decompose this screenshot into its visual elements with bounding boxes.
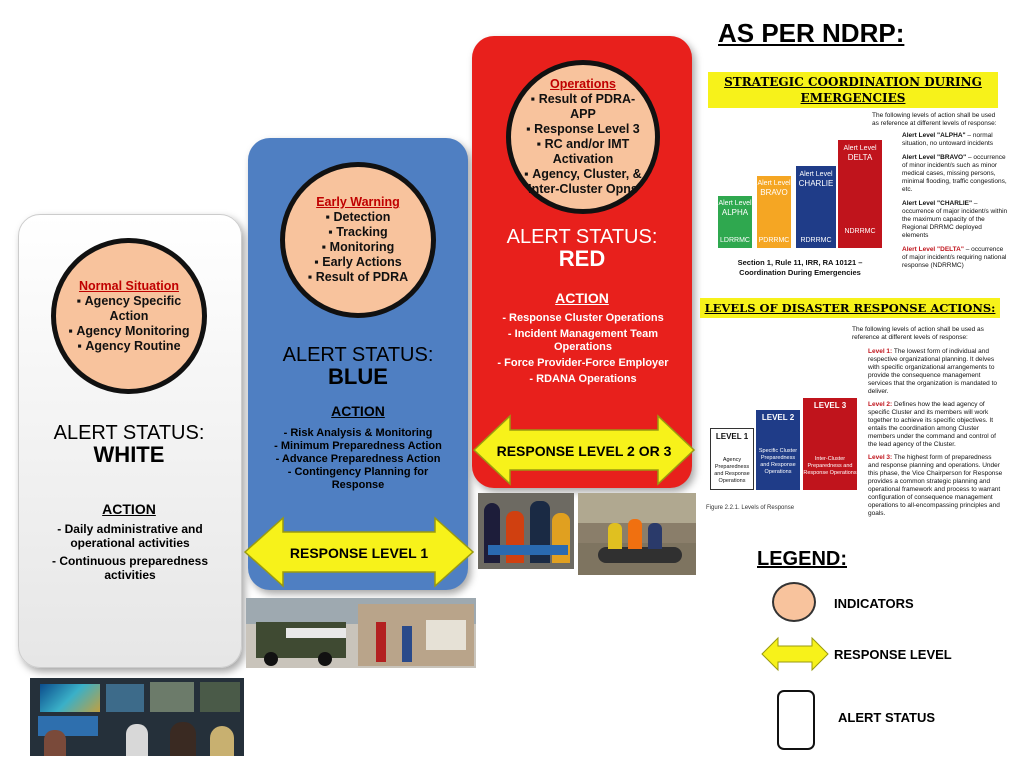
indicator-item: ▪ Monitoring — [308, 240, 408, 255]
alert-status-label — [482, 226, 682, 270]
bar-agency: PDRRMC — [758, 237, 790, 244]
bar-agency: NDRRMC — [844, 228, 876, 235]
alert-desc-alpha — [902, 132, 1008, 148]
desc-text: – occurrence of major incident/s within the maximum capacity of the Regional DRRMC deployed elements — [902, 200, 1008, 239]
legend-response-level-swatch — [760, 636, 830, 672]
bar-name: CHARLIE — [798, 179, 834, 188]
alert-desc-delta — [902, 246, 1008, 270]
status-line2: BLUE — [328, 364, 388, 389]
indicator-item: ▪ Agency, Cluster, & Inter-Cluster Opns — [519, 167, 647, 197]
desc-text: – occurrence of minor incident/s such as minor medical cases, missing persons, minimal flooding, traffic congestions, etc. — [902, 154, 1007, 193]
rescue-team-photo — [478, 493, 574, 569]
desc-key: Level 1: — [868, 348, 893, 355]
desc-text: The highest form of preparedness and response planning and operations. Under this phase, the Vice Chairperson for Response provides a common strategic planning and operational framework and process to warrant configuration of consequence management operations to all-encompassing principles and goals. — [868, 454, 1003, 517]
flood-rescue-boat-photo — [578, 493, 696, 575]
bar-label: Alert Level — [757, 180, 791, 187]
bar-agency: RDRRMC — [800, 237, 832, 244]
strategic-coordination-title: STRATEGIC COORDINATION DURING EMERGENCIES — [708, 72, 998, 108]
action-item: - RDANA Operations — [529, 373, 637, 385]
desc-key: Alert Level "BRAVO" — [902, 154, 967, 161]
action-item: - Incident Management Team Operations — [507, 328, 659, 353]
desc-key: Alert Level "ALPHA" — [902, 132, 966, 139]
bar-name: LEVEL 2 — [761, 413, 795, 422]
bar-label: Alert Level — [799, 171, 833, 178]
alert-bar-charlie — [796, 166, 836, 248]
indicators-circle-blue — [280, 162, 436, 318]
alert-bar-delta — [838, 140, 882, 248]
level-descriptions — [868, 348, 1004, 518]
bar-label: Alert Level — [718, 200, 752, 207]
indicators-circle-white — [51, 238, 207, 394]
legend-alert-status-label: ALERT STATUS — [838, 710, 936, 725]
alert-status-label — [258, 344, 458, 388]
indicator-item: ▪ Tracking — [308, 225, 408, 240]
legend-alert-status-swatch — [777, 690, 815, 750]
bar-desc: Agency Preparedness and Response Operations — [714, 457, 750, 484]
indicator-item: ▪ Response Level 3 — [519, 122, 647, 137]
levels-caption: Figure 2.2.1. Levels of Response — [706, 505, 795, 511]
legend-response-level-label: RESPONSE LEVEL — [834, 647, 952, 662]
bar-name: BRAVO — [760, 188, 788, 197]
status-line2: RED — [558, 246, 606, 271]
indicator-list — [519, 92, 647, 197]
action-item: - Continuous preparedness activities — [51, 554, 209, 582]
action-list — [490, 312, 676, 386]
action-list — [262, 427, 454, 492]
indicator-item: ▪ Early Actions — [308, 255, 408, 270]
desc-text: Defines how the lead agency of specific Cluster and its members will work together to achieve its specific objectives. It entails the coordination among Cluster members under the command and control of the lead agency of the Cluster. — [868, 401, 996, 448]
indicator-item: ▪ Agency Monitoring — [66, 324, 192, 339]
status-line2: WHITE — [93, 442, 165, 467]
desc-text: The lowest form of individual and respective organizational planning. It delves with specific organizational arrangements to provide the consequence management services that the organization is mandated to deliver. — [868, 348, 997, 395]
indicator-item: ▪ Agency Routine — [66, 339, 192, 354]
alert-desc-bravo — [902, 154, 1008, 194]
action-heading: ACTION — [102, 501, 156, 517]
bar-agency: LDRRMC — [720, 237, 750, 244]
indicator-title: Early Warning — [316, 195, 400, 209]
action-item: - Force Provider-Force Employer — [497, 357, 669, 369]
desc-key: Alert Level "CHARLIE" — [902, 200, 973, 207]
response-level-1-label: RESPONSE LEVEL 1 — [289, 545, 429, 561]
alert-status-label — [30, 422, 228, 466]
strategic-intro: The following levels of action shall be used as reference at different levels of response: — [872, 112, 997, 127]
bar-name: LEVEL 1 — [715, 432, 749, 441]
response-level-2-3-label: RESPONSE LEVEL 2 OR 3 — [496, 443, 672, 459]
alert-desc-charlie — [902, 200, 1008, 240]
action-item: - Response Cluster Operations — [502, 312, 664, 324]
bar-desc: Specific Cluster Preparedness and Response Operations — [758, 448, 798, 475]
action-heading: ACTION — [331, 403, 385, 419]
bar-name: DELTA — [847, 153, 873, 162]
relief-truck-photo — [246, 598, 476, 668]
desc-text: – occurrence of major incident/s requiring national response (NDRRMC) — [902, 246, 1007, 269]
indicator-list — [66, 294, 192, 354]
action-heading: ACTION — [555, 290, 609, 306]
bar-name: LEVEL 3 — [813, 401, 847, 410]
action-item: - Contingency Planning for Response — [287, 466, 429, 491]
levels-intro: The following levels of action shall be used as reference at different levels of response: — [852, 326, 984, 341]
level-desc-1 — [868, 348, 1004, 396]
status-line1: ALERT STATUS: — [53, 422, 205, 444]
indicator-title: Operations — [550, 77, 616, 91]
action-item: - Minimum Preparedness Action — [274, 440, 442, 452]
desc-text: – normal situation, no untoward incidents — [902, 132, 994, 147]
alert-bar-alpha — [718, 196, 752, 248]
legend-indicators-label: INDICATORS — [834, 596, 914, 611]
status-line1: ALERT STATUS: — [282, 344, 434, 366]
level-desc-2 — [868, 401, 1004, 449]
level-desc-3 — [868, 454, 1004, 518]
indicator-item: ▪ Agency Specific Action — [66, 294, 192, 324]
legend-title: LEGEND: — [757, 548, 847, 570]
action-item: - Advance Preparedness Action — [275, 453, 441, 465]
desc-key: Level 2: — [868, 401, 893, 408]
action-item: - Daily administrative and operational activities — [57, 522, 203, 550]
legend-indicator-swatch — [772, 582, 816, 622]
bar-name: ALPHA — [721, 208, 749, 217]
response-level-2-bar — [756, 410, 800, 490]
alert-bar-bravo — [757, 176, 791, 248]
indicator-item: ▪ Detection — [308, 210, 408, 225]
desc-key: Level 3: — [868, 454, 893, 461]
alert-level-descriptions — [902, 132, 1008, 270]
levels-of-response-title: LEVELS OF DISASTER RESPONSE ACTIONS: — [700, 298, 1000, 318]
action-item: - Risk Analysis & Monitoring — [283, 427, 433, 439]
status-line1: ALERT STATUS: — [506, 226, 658, 248]
ndrp-heading: AS PER NDRP: — [718, 18, 905, 48]
response-level-3-bar — [803, 398, 857, 490]
indicator-item: ▪ RC and/or IMT Activation — [519, 137, 647, 167]
strategic-caption: Section 1, Rule 11, IRR, RA 10121 – Coordination During Emergencies — [737, 258, 863, 277]
indicator-list — [308, 210, 408, 285]
indicators-circle-red — [506, 60, 660, 214]
indicator-title: Normal Situation — [78, 278, 179, 293]
desc-key: Alert Level "DELTA" — [902, 246, 964, 253]
indicator-item: ▪ Result of PDRA-APP — [519, 92, 647, 122]
action-list — [40, 522, 220, 582]
indicator-item: ▪ Result of PDRA — [308, 270, 408, 285]
bar-desc: Inter-Cluster Preparedness and Response Operations — [803, 456, 857, 476]
control-room-photo — [30, 678, 244, 756]
bar-label: Alert Level — [843, 145, 877, 152]
response-level-1-bar — [710, 428, 754, 490]
